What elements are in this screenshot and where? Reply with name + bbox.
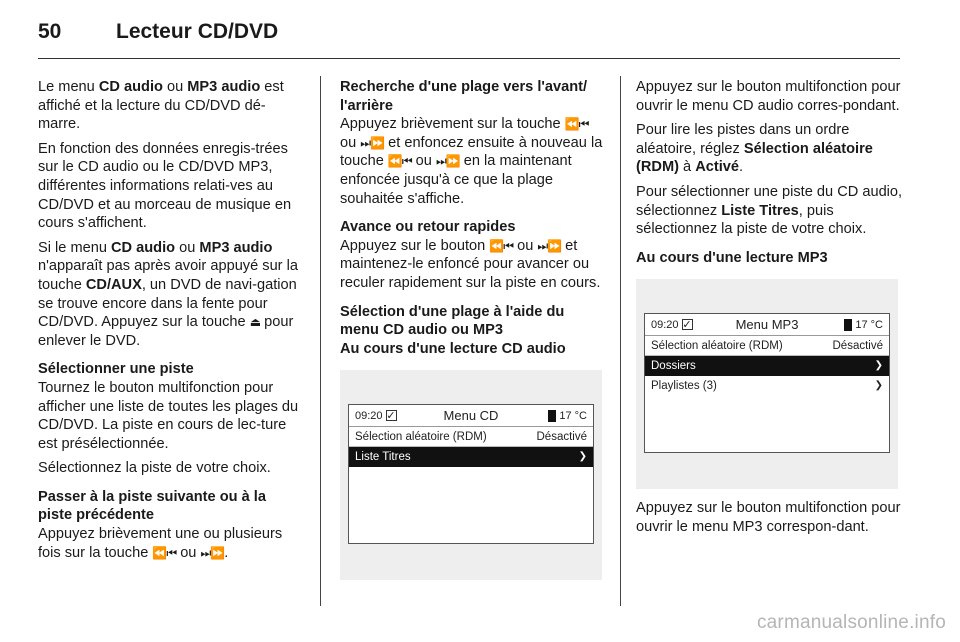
heading-next-previous: Passer à la piste suivante ou à la piste précédente bbox=[38, 488, 266, 524]
menu-item-random[interactable]: Sélection aléatoire (RDM) Désactivé bbox=[349, 427, 593, 447]
header-rule bbox=[38, 58, 900, 59]
column-divider-2 bbox=[620, 76, 621, 606]
mp3-menu-screen bbox=[644, 313, 890, 453]
paragraph-open-cd-menu: Appuyez sur le bouton multifonction pour ouvrir le menu CD audio corres-pondant. bbox=[636, 79, 901, 114]
temperature: 17 °C bbox=[548, 407, 587, 426]
mp3-menu-screenshot bbox=[636, 279, 898, 489]
previous-track-icon: ⏪⏮ bbox=[564, 117, 589, 132]
phone-icon bbox=[548, 410, 556, 422]
temperature: 17 °C bbox=[844, 316, 883, 335]
heading-select-track: Sélectionner une piste bbox=[38, 361, 194, 378]
clock: 09:20 bbox=[355, 409, 383, 422]
paragraph-fast-forward: Appuyez sur le bouton ⏪⏮ ou ⏭⏩ et maintenez-le enfoncé pour avancer ou reculer rapidement sur la piste en cours. bbox=[340, 237, 601, 291]
menu-item-random[interactable]: Sélection aléatoire (RDM) Désactivé bbox=[645, 336, 889, 356]
heading-search-track: Recherche d'une plage vers l'avant/ l'arrière bbox=[340, 79, 588, 114]
screen-status-bar bbox=[349, 405, 593, 427]
paragraph-track-list: Pour sélectionner une piste du CD audio, sélectionnez Liste Titres, puis sélectionnez la piste de votre choix. bbox=[636, 183, 903, 238]
chevron-right-icon: ❯ bbox=[874, 380, 883, 392]
screen-title: Menu CD bbox=[443, 407, 499, 423]
menu-item-playlists[interactable]: Playlistes (3) ❯ bbox=[645, 376, 889, 396]
clock: 09:20 bbox=[651, 318, 679, 331]
paragraph-choose-track: Sélectionnez la piste de votre choix. bbox=[38, 460, 271, 477]
next-track-icon: ⏭⏩ bbox=[537, 238, 562, 253]
paragraph-open-mp3-menu: Appuyez sur le bouton multifonction pour ouvrir le menu MP3 correspon-dant. bbox=[636, 500, 901, 535]
menu-item-track-list[interactable]: Liste Titres ❯ bbox=[349, 447, 593, 467]
page-number: 50 bbox=[38, 20, 62, 43]
paragraph-information: En fonction des données enregis-trées sur le CD audio ou le CD/DVD MP3, différentes informations relati-ves au CD/DVD et au morceau de musique en cours s'affichent. bbox=[38, 140, 292, 232]
screen-status-bar bbox=[645, 314, 889, 336]
cd-menu-screenshot bbox=[340, 370, 602, 580]
page-title: Lecteur CD/DVD bbox=[116, 20, 279, 43]
paragraph-select-track: Tournez le bouton multifonction pour afficher une liste de toutes les plages du CD/DVD. La piste en cours de lec-ture est présélectionnée. bbox=[38, 379, 299, 452]
column-1 bbox=[38, 78, 304, 568]
previous-track-icon: ⏪⏮ bbox=[152, 545, 177, 560]
paragraph-navigation-dvd: Si le menu CD audio ou MP3 audio n'apparaît pas après avoir appuyé sur la touche CD/AUX, un DVD de navi-gation se trouve encore dans la fente pour CD/DVD. Appuyez sur la touche ⏏ pour enlever le DVD. bbox=[38, 239, 298, 349]
column-2 bbox=[340, 78, 606, 580]
next-track-icon: ⏭⏩ bbox=[360, 135, 385, 150]
next-track-icon: ⏭⏩ bbox=[200, 545, 225, 560]
paragraph-next-previous: Appuyez brièvement une ou plusieurs fois sur la touche ⏪⏮ ou ⏭⏩. bbox=[38, 526, 283, 561]
previous-track-icon: ⏪⏮ bbox=[489, 238, 514, 253]
screen-title: Menu MP3 bbox=[735, 316, 799, 332]
paragraph-random: Pour lire les pistes dans un ordre aléatoire, réglez Sélection aléatoire (RDM) à Activé. bbox=[636, 122, 873, 176]
paragraph-menu-display: Le menu CD audio ou MP3 audio est affiché et la lecture du CD/DVD dé-marre. bbox=[38, 79, 284, 133]
cd-menu-screen bbox=[348, 404, 594, 544]
previous-track-icon: ⏪⏮ bbox=[387, 154, 412, 169]
chevron-right-icon: ❯ bbox=[874, 360, 883, 372]
phone-icon bbox=[844, 319, 852, 331]
column-3 bbox=[636, 78, 904, 543]
watermark: carmanualsonline.info bbox=[756, 612, 946, 633]
heading-cd-audio-playback: Au cours d'une lecture CD audio bbox=[340, 340, 566, 357]
chevron-right-icon: ❯ bbox=[578, 451, 587, 463]
column-divider-1 bbox=[320, 76, 321, 606]
page-header bbox=[38, 20, 278, 50]
heading-menu-selection: Sélection d'une plage à l'aide du menu CD audio ou MP3 bbox=[340, 303, 565, 339]
paragraph-search-track: Appuyez brièvement sur la touche ⏪⏮ ou ⏭⏩ et enfoncez ensuite à nouveau la touche ⏪⏮ ou ⏭⏩ en la maintenant enfoncée jusqu'à ce que la plage souhaitée s'affiche. bbox=[340, 116, 603, 207]
next-track-icon: ⏭⏩ bbox=[435, 154, 460, 169]
heading-mp3-playback: Au cours d'une lecture MP3 bbox=[636, 249, 828, 266]
heading-fast-forward: Avance ou retour rapides bbox=[340, 219, 516, 236]
disc-icon: ✓ bbox=[386, 409, 396, 422]
eject-icon: ⏏ bbox=[249, 315, 261, 330]
menu-item-folders[interactable]: Dossiers ❯ bbox=[645, 356, 889, 376]
disc-icon: ✓ bbox=[682, 318, 692, 331]
